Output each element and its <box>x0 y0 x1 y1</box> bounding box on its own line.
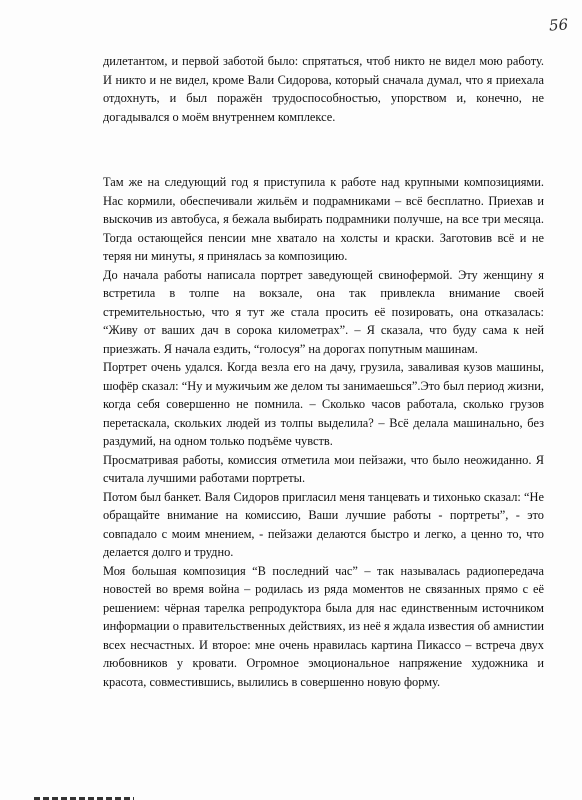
paragraph: Портрет очень удался. Когда везла его на дачу, грузила, заваливая кузов машины, шофёр сказал: “Ну и мужичьим же делом ты занимаешься”.Это был период жизни, когда себя совершенно не помнила. – Сколько часов работала, сколько грузов перетаскала, скольких людей из толпы выделила? – Всё делала машинально, без раздумий, на одном только подъёме чувств. <box>103 360 544 448</box>
paragraph: Там же на следующий год я приступила к работе над крупными композициями. Нас кормили, обеспечивали жильём и подрамниками – всё бесплатно. Приехав и выскочив из автобуса, я бежала выбирать подрамники получше, на все три месяца. Тогда остающейся пенсии мне хватало на холсты и краски. Заготовив всё и не теряя ни минуты, я принялась за композицию. <box>103 175 544 263</box>
top-text-block <box>103 52 544 126</box>
main-text-block <box>103 173 544 691</box>
paragraph: Потом был банкет. Валя Сидоров пригласил меня танцевать и тихонько сказал: “Не обращайте внимание на комиссию, Ваши лучшие работы - портреты”, - это совпадало с моим мнением, - пейзажи делаются быстро и легко, а ценно то, что делается долго и трудно. <box>103 489 544 559</box>
paragraph: До начала работы написала портрет заведующей свинофермой. Эту женщину я встретила в толпе на вокзале, она так привлекла внимание своей стремительностью, что я тут же стала просить её позировать, она отказалась: “Живу от ваших дач в сорока километрах”. – Я сказала, что буду сама к ней приезжать. Я начала ездить, “голосуя” на дорогах попутным машинам. <box>103 267 544 356</box>
page-number: 56 <box>548 15 569 35</box>
paragraph: дилетантом, и первой заботой было: спрятаться, чтоб никто не видел мою работу. И никто и не видел, кроме Вали Сидорова, который сначала думал, что я приехала отдохнуть, и был поражён трудоспособностью, упорством и, конечно, не догадывался о моём внутреннем комплексе. <box>103 54 544 124</box>
paragraph: Просматривая работы, комиссия отметила мои пейзажи, что было неожиданно. Я считала лучшими работами портреты. <box>103 452 544 485</box>
paragraph: Моя большая композиция “В последний час” – так называлась радиопередача новостей во время война – родилась из ряда моментов не связанных прямо с её решением: чёрная тарелка репродуктора была для нас единственным источником информации о правительственных действиях, из неё я ждала известия об амнистии всех несчастных. И второе: мне очень нравилась картина Пикассо – встреча двух любовников у кровати. Огромное эмоциональное напряжение художника и красота, совместившись, вылились в совершенно новую форму. <box>103 563 544 689</box>
